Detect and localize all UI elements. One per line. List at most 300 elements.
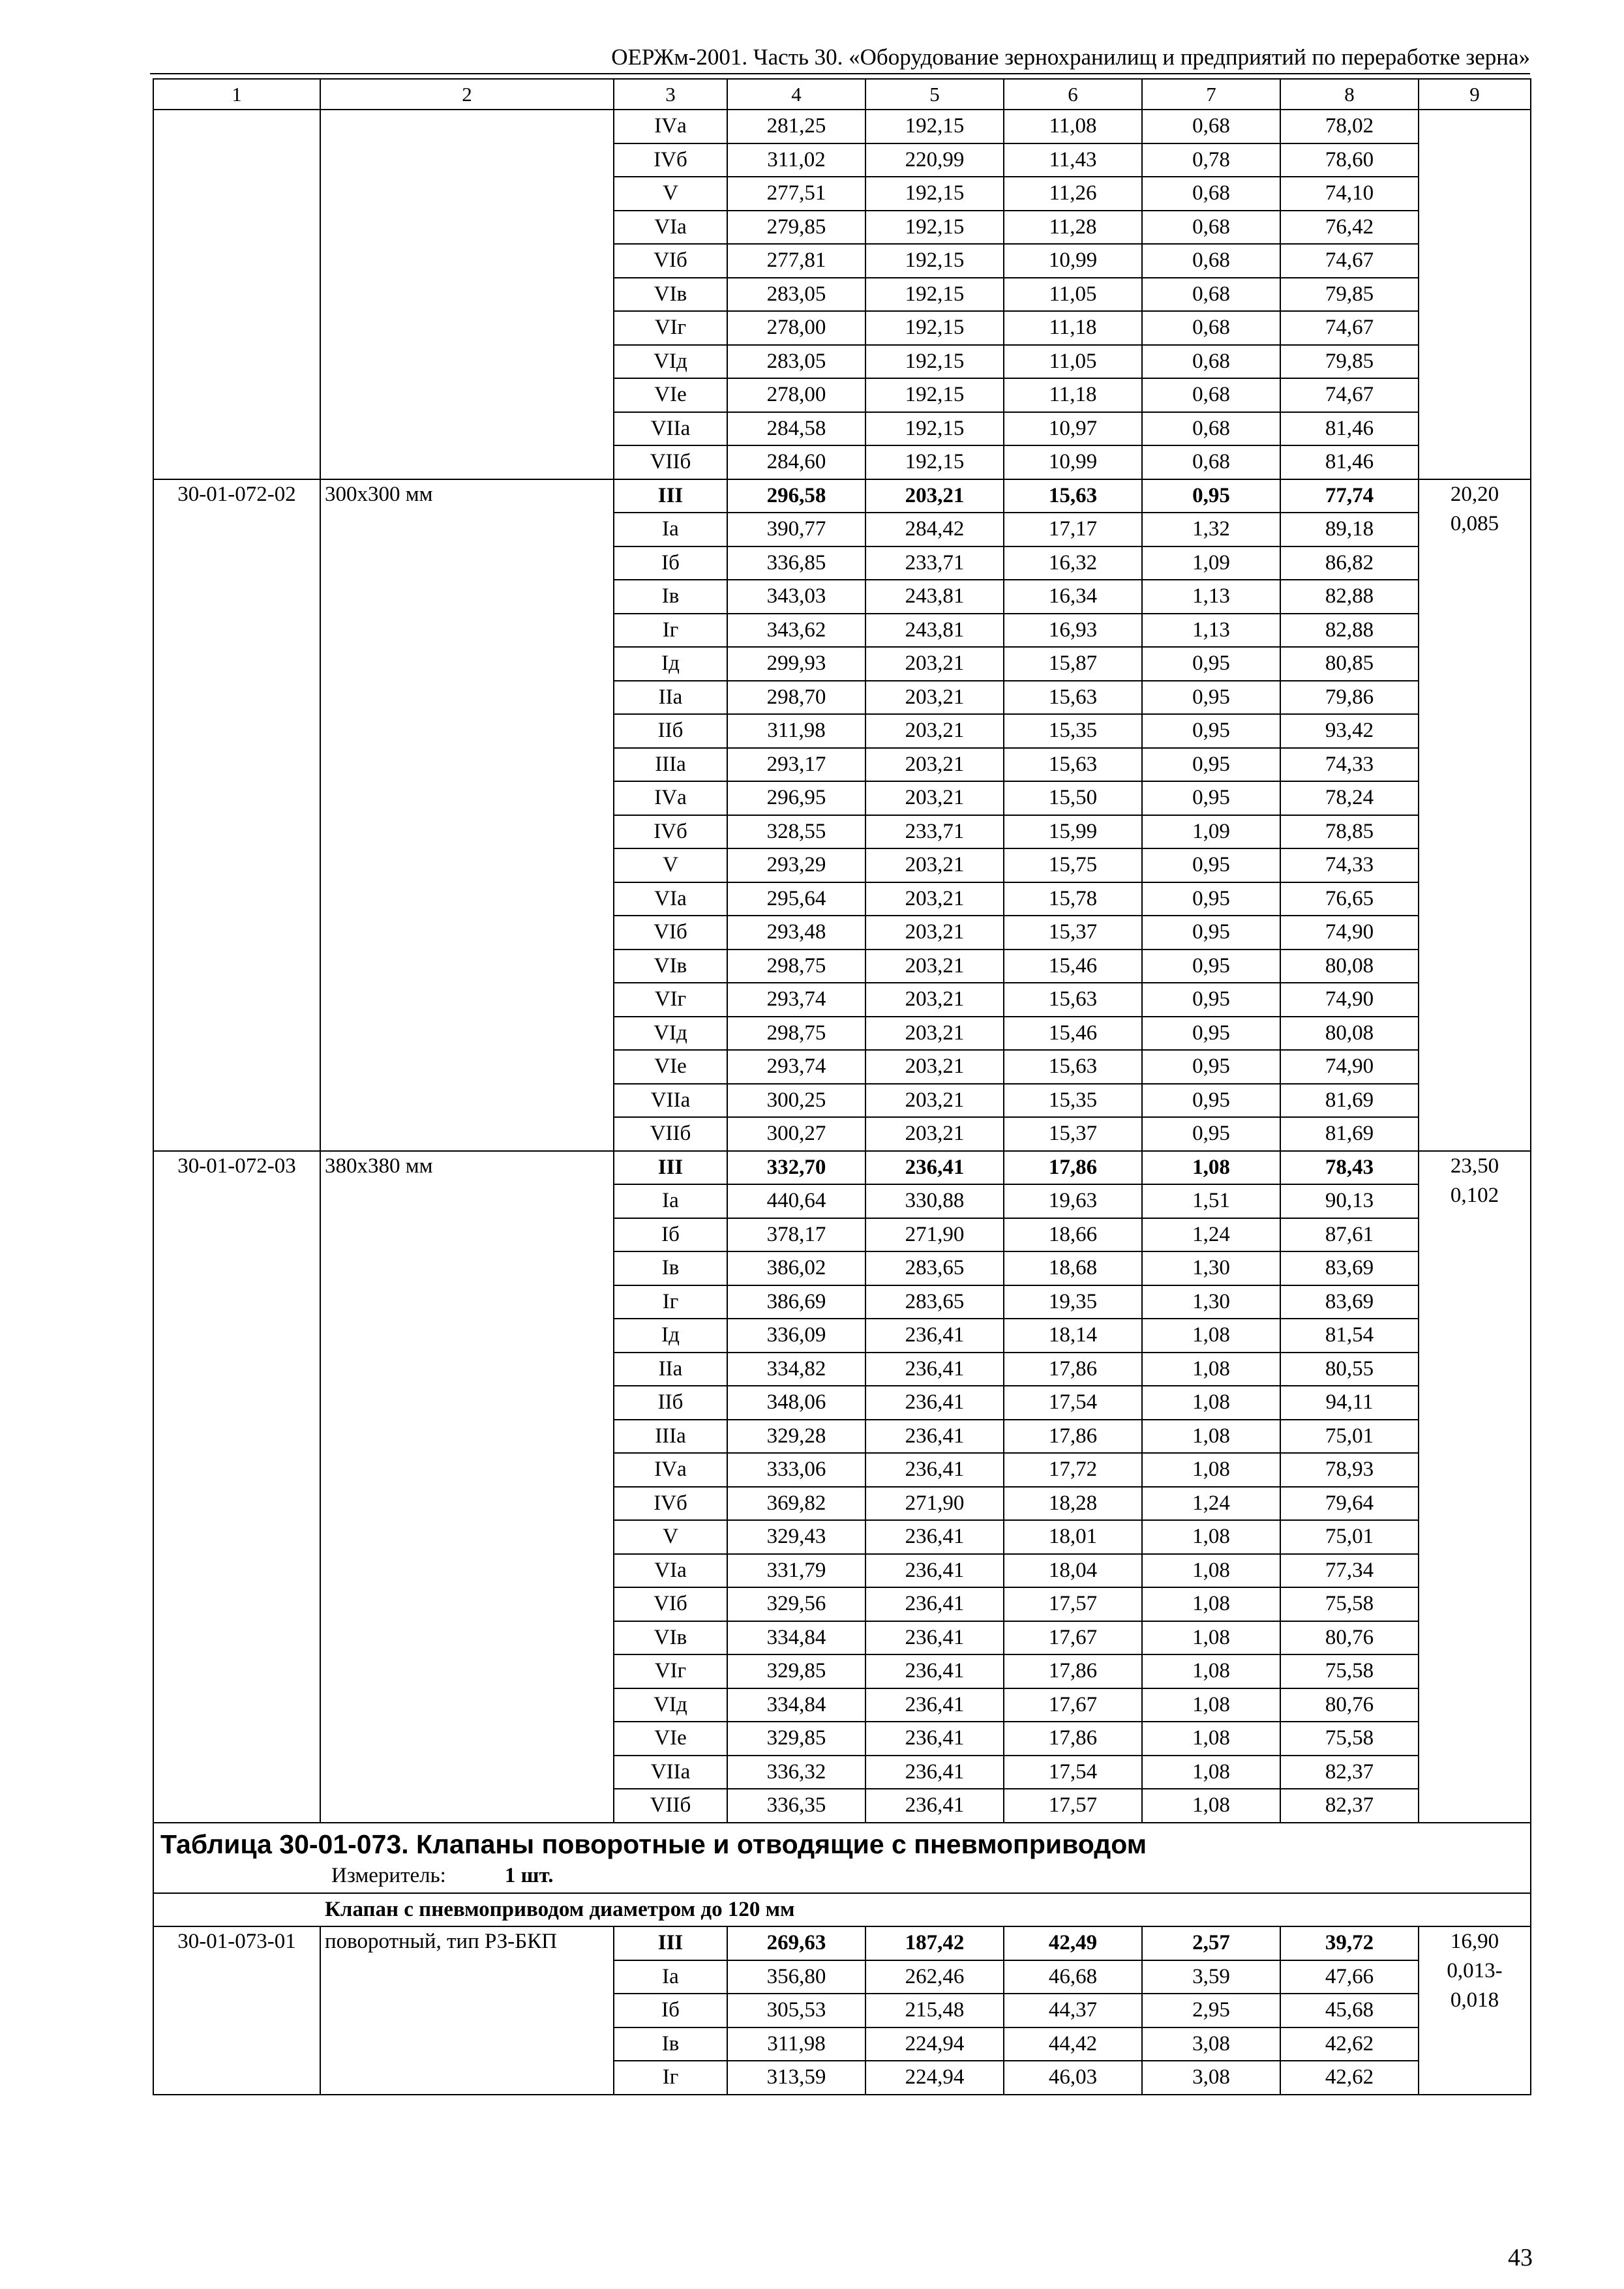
resource-value: 23,50 <box>1450 1154 1499 1178</box>
zone-cell: Iд <box>614 1319 727 1353</box>
resource-value: 20,20 <box>1450 482 1499 506</box>
value-cell: 187,42 <box>865 1926 1004 1960</box>
value-cell: 284,58 <box>727 412 865 446</box>
zone-cell: Iг <box>614 2061 727 2095</box>
table-row <box>153 110 1531 143</box>
value-cell: 81,46 <box>1280 412 1419 446</box>
row-name: 380x380 мм <box>320 1151 614 1823</box>
value-cell: 15,63 <box>1004 479 1142 513</box>
resource-cell <box>1419 110 1531 479</box>
value-cell: 90,13 <box>1280 1184 1419 1218</box>
value-cell: 236,41 <box>865 1151 1004 1185</box>
value-cell: 17,54 <box>1004 1756 1142 1789</box>
value-cell: 236,41 <box>865 1722 1004 1756</box>
zone-cell: VIб <box>614 1587 727 1621</box>
value-cell: 0,68 <box>1142 412 1280 446</box>
value-cell: 16,34 <box>1004 580 1142 614</box>
value-cell: 298,75 <box>727 1017 865 1051</box>
row-name <box>320 110 614 479</box>
zone-cell: III <box>614 1151 727 1185</box>
column-number-row <box>153 79 1531 110</box>
value-cell: 329,43 <box>727 1520 865 1554</box>
value-cell: 74,33 <box>1280 748 1419 782</box>
row-code: 30-01-072-03 <box>153 1151 320 1823</box>
value-cell: 83,69 <box>1280 1251 1419 1285</box>
zone-cell: V <box>614 177 727 211</box>
value-cell: 75,58 <box>1280 1654 1419 1688</box>
value-cell: 300,25 <box>727 1084 865 1118</box>
value-cell: 1,08 <box>1142 1722 1280 1756</box>
value-cell: 82,37 <box>1280 1756 1419 1789</box>
value-cell: 80,76 <box>1280 1621 1419 1655</box>
value-cell: 17,86 <box>1004 1420 1142 1454</box>
value-cell: 15,63 <box>1004 983 1142 1017</box>
value-cell: 293,48 <box>727 916 865 950</box>
zone-cell: IVб <box>614 1487 727 1521</box>
value-cell: 224,94 <box>865 2027 1004 2061</box>
value-cell: 17,86 <box>1004 1353 1142 1386</box>
value-cell: 192,15 <box>865 445 1004 479</box>
value-cell: 293,17 <box>727 748 865 782</box>
row-code: 30-01-073-01 <box>153 1926 320 2095</box>
value-cell: 18,04 <box>1004 1554 1142 1588</box>
table-row <box>153 1151 1531 1185</box>
value-cell: 329,85 <box>727 1654 865 1688</box>
zone-cell: IIб <box>614 714 727 748</box>
value-cell: 236,41 <box>865 1789 1004 1823</box>
value-cell: 236,41 <box>865 1688 1004 1722</box>
value-cell: 1,08 <box>1142 1520 1280 1554</box>
table-title: Таблица 30-01-073. Клапаны поворотные и отводящие с пневмоприводом <box>160 1829 1147 1859</box>
value-cell: 236,41 <box>865 1587 1004 1621</box>
value-cell: 17,86 <box>1004 1654 1142 1688</box>
value-cell: 215,48 <box>865 1994 1004 2027</box>
value-cell: 18,28 <box>1004 1487 1142 1521</box>
value-cell: 293,29 <box>727 848 865 882</box>
subheading: Клапан с пневмоприводом диаметром до 120 мм <box>153 1893 1531 1927</box>
zone-cell: VIб <box>614 244 727 278</box>
value-cell: 0,68 <box>1142 278 1280 312</box>
row-code <box>153 110 320 479</box>
zone-cell: VIа <box>614 1554 727 1588</box>
value-cell: 330,88 <box>865 1184 1004 1218</box>
value-cell: 283,65 <box>865 1285 1004 1319</box>
value-cell: 0,95 <box>1142 848 1280 882</box>
value-cell: 271,90 <box>865 1487 1004 1521</box>
value-cell: 11,26 <box>1004 177 1142 211</box>
value-cell: 1,13 <box>1142 614 1280 648</box>
value-cell: 78,93 <box>1280 1453 1419 1487</box>
zone-cell: VIб <box>614 916 727 950</box>
zone-cell: VIIб <box>614 1117 727 1151</box>
zone-cell: VIг <box>614 311 727 345</box>
value-cell: 262,46 <box>865 1960 1004 1994</box>
value-cell: 1,08 <box>1142 1420 1280 1454</box>
value-cell: 203,21 <box>865 1050 1004 1084</box>
zone-cell: Iа <box>614 513 727 546</box>
value-cell: 0,95 <box>1142 1084 1280 1118</box>
value-cell: 1,08 <box>1142 1386 1280 1420</box>
value-cell: 293,74 <box>727 983 865 1017</box>
value-cell: 296,58 <box>727 479 865 513</box>
value-cell: 233,71 <box>865 815 1004 849</box>
value-cell: 0,95 <box>1142 1117 1280 1151</box>
value-cell: 203,21 <box>865 916 1004 950</box>
value-cell: 15,50 <box>1004 781 1142 815</box>
zone-cell: VIа <box>614 211 727 245</box>
zone-cell: IVб <box>614 815 727 849</box>
value-cell: 74,90 <box>1280 1050 1419 1084</box>
value-cell: 192,15 <box>865 110 1004 143</box>
value-cell: 81,69 <box>1280 1084 1419 1118</box>
value-cell: 42,62 <box>1280 2027 1419 2061</box>
zone-cell: Iд <box>614 647 727 681</box>
zone-cell: IVа <box>614 110 727 143</box>
value-cell: 299,93 <box>727 647 865 681</box>
value-cell: 0,95 <box>1142 983 1280 1017</box>
value-cell: 0,95 <box>1142 714 1280 748</box>
value-cell: 79,86 <box>1280 681 1419 715</box>
resource-value: 0,102 <box>1450 1183 1499 1207</box>
value-cell: 11,18 <box>1004 311 1142 345</box>
value-cell: 17,54 <box>1004 1386 1142 1420</box>
value-cell: 0,68 <box>1142 244 1280 278</box>
value-cell: 74,90 <box>1280 983 1419 1017</box>
value-cell: 236,41 <box>865 1621 1004 1655</box>
value-cell: 75,01 <box>1280 1420 1419 1454</box>
value-cell: 15,35 <box>1004 1084 1142 1118</box>
value-cell: 1,32 <box>1142 513 1280 546</box>
value-cell: 0,95 <box>1142 748 1280 782</box>
value-cell: 10,99 <box>1004 445 1142 479</box>
resource-value: 0,013- <box>1447 1959 1503 1982</box>
value-cell: 296,95 <box>727 781 865 815</box>
value-cell: 334,82 <box>727 1353 865 1386</box>
value-cell: 192,15 <box>865 311 1004 345</box>
value-cell: 18,01 <box>1004 1520 1142 1554</box>
table-title-row <box>153 1823 1531 1893</box>
resource-cell <box>1419 1151 1531 1823</box>
value-cell: 81,46 <box>1280 445 1419 479</box>
zone-cell: Iа <box>614 1184 727 1218</box>
value-cell: 271,90 <box>865 1218 1004 1252</box>
value-cell: 15,63 <box>1004 1050 1142 1084</box>
value-cell: 378,17 <box>727 1218 865 1252</box>
zone-cell: Iб <box>614 1994 727 2027</box>
value-cell: 233,71 <box>865 546 1004 580</box>
value-cell: 236,41 <box>865 1554 1004 1588</box>
value-cell: 334,84 <box>727 1621 865 1655</box>
zone-cell: VIIа <box>614 1084 727 1118</box>
value-cell: 336,85 <box>727 546 865 580</box>
value-cell: 440,64 <box>727 1184 865 1218</box>
zone-cell: VIIб <box>614 1789 727 1823</box>
value-cell: 192,15 <box>865 244 1004 278</box>
value-cell: 17,17 <box>1004 513 1142 546</box>
value-cell: 243,81 <box>865 580 1004 614</box>
value-cell: 86,82 <box>1280 546 1419 580</box>
value-cell: 78,24 <box>1280 781 1419 815</box>
value-cell: 277,51 <box>727 177 865 211</box>
resource-cell <box>1419 479 1531 1151</box>
value-cell: 1,24 <box>1142 1218 1280 1252</box>
value-cell: 81,69 <box>1280 1117 1419 1151</box>
column-number: 5 <box>865 79 1004 110</box>
value-cell: 203,21 <box>865 479 1004 513</box>
value-cell: 44,37 <box>1004 1994 1142 2027</box>
value-cell: 236,41 <box>865 1319 1004 1353</box>
value-cell: 89,18 <box>1280 513 1419 546</box>
value-cell: 284,60 <box>727 445 865 479</box>
value-cell: 15,78 <box>1004 882 1142 916</box>
value-cell: 203,21 <box>865 882 1004 916</box>
value-cell: 311,98 <box>727 2027 865 2061</box>
value-cell: 0,68 <box>1142 177 1280 211</box>
value-cell: 80,85 <box>1280 647 1419 681</box>
value-cell: 281,25 <box>727 110 865 143</box>
measurement-unit <box>331 1861 1524 1890</box>
zone-cell: VIIа <box>614 1756 727 1789</box>
column-number: 6 <box>1004 79 1142 110</box>
value-cell: 11,05 <box>1004 278 1142 312</box>
value-cell: 0,95 <box>1142 882 1280 916</box>
value-cell: 203,21 <box>865 781 1004 815</box>
zone-cell: IIа <box>614 1353 727 1386</box>
value-cell: 42,62 <box>1280 2061 1419 2095</box>
value-cell: 333,06 <box>727 1453 865 1487</box>
value-cell: 243,81 <box>865 614 1004 648</box>
value-cell: 1,08 <box>1142 1151 1280 1185</box>
value-cell: 203,21 <box>865 1017 1004 1051</box>
value-cell: 81,54 <box>1280 1319 1419 1353</box>
value-cell: 313,59 <box>727 2061 865 2095</box>
value-cell: 1,09 <box>1142 815 1280 849</box>
value-cell: 80,55 <box>1280 1353 1419 1386</box>
header-rule <box>150 73 1530 74</box>
value-cell: 293,74 <box>727 1050 865 1084</box>
value-cell: 0,68 <box>1142 311 1280 345</box>
value-cell: 1,08 <box>1142 1319 1280 1353</box>
column-number: 4 <box>727 79 865 110</box>
zone-cell: V <box>614 1520 727 1554</box>
value-cell: 78,85 <box>1280 815 1419 849</box>
row-code: 30-01-072-02 <box>153 479 320 1151</box>
zone-cell: IVа <box>614 1453 727 1487</box>
value-cell: 45,68 <box>1280 1994 1419 2027</box>
value-cell: 93,42 <box>1280 714 1419 748</box>
zone-cell: VIIа <box>614 412 727 446</box>
zone-cell: VIе <box>614 378 727 412</box>
value-cell: 77,34 <box>1280 1554 1419 1588</box>
resource-value: 0,018 <box>1450 1988 1499 2012</box>
value-cell: 75,58 <box>1280 1587 1419 1621</box>
zone-cell: VIв <box>614 278 727 312</box>
value-cell: 192,15 <box>865 378 1004 412</box>
value-cell: 19,63 <box>1004 1184 1142 1218</box>
value-cell: 0,95 <box>1142 1050 1280 1084</box>
value-cell: 236,41 <box>865 1453 1004 1487</box>
zone-cell: VIд <box>614 1688 727 1722</box>
value-cell: 82,88 <box>1280 580 1419 614</box>
value-cell: 298,75 <box>727 950 865 983</box>
value-cell: 203,21 <box>865 983 1004 1017</box>
column-number: 8 <box>1280 79 1419 110</box>
value-cell: 0,68 <box>1142 445 1280 479</box>
value-cell: 3,08 <box>1142 2061 1280 2095</box>
value-cell: 1,08 <box>1142 1453 1280 1487</box>
value-cell: 15,37 <box>1004 1117 1142 1151</box>
value-cell: 44,42 <box>1004 2027 1142 2061</box>
value-cell: 1,30 <box>1142 1285 1280 1319</box>
value-cell: 15,37 <box>1004 916 1142 950</box>
column-number: 3 <box>614 79 727 110</box>
value-cell: 74,33 <box>1280 848 1419 882</box>
value-cell: 0,68 <box>1142 211 1280 245</box>
value-cell: 192,15 <box>865 345 1004 379</box>
value-cell: 311,02 <box>727 143 865 177</box>
value-cell: 0,68 <box>1142 110 1280 143</box>
zone-cell: III <box>614 1926 727 1960</box>
value-cell: 11,08 <box>1004 110 1142 143</box>
resource-value: 0,085 <box>1450 511 1499 535</box>
value-cell: 78,02 <box>1280 110 1419 143</box>
value-cell: 278,00 <box>727 378 865 412</box>
price-table <box>153 78 1531 2095</box>
value-cell: 15,87 <box>1004 647 1142 681</box>
value-cell: 80,08 <box>1280 950 1419 983</box>
value-cell: 298,70 <box>727 681 865 715</box>
value-cell: 283,05 <box>727 345 865 379</box>
zone-cell: VIд <box>614 345 727 379</box>
value-cell: 192,15 <box>865 278 1004 312</box>
value-cell: 284,42 <box>865 513 1004 546</box>
zone-cell: Iг <box>614 1285 727 1319</box>
value-cell: 18,68 <box>1004 1251 1142 1285</box>
table-body <box>153 79 1531 2095</box>
value-cell: 0,95 <box>1142 916 1280 950</box>
value-cell: 332,70 <box>727 1151 865 1185</box>
value-cell: 224,94 <box>865 2061 1004 2095</box>
value-cell: 0,95 <box>1142 1017 1280 1051</box>
value-cell: 11,05 <box>1004 345 1142 379</box>
value-cell: 16,93 <box>1004 614 1142 648</box>
value-cell: 10,99 <box>1004 244 1142 278</box>
value-cell: 331,79 <box>727 1554 865 1588</box>
value-cell: 1,51 <box>1142 1184 1280 1218</box>
value-cell: 1,13 <box>1142 580 1280 614</box>
value-cell: 283,65 <box>865 1251 1004 1285</box>
table-row <box>153 479 1531 513</box>
value-cell: 15,99 <box>1004 815 1142 849</box>
value-cell: 328,55 <box>727 815 865 849</box>
value-cell: 79,85 <box>1280 345 1419 379</box>
value-cell: 42,49 <box>1004 1926 1142 1960</box>
value-cell: 1,08 <box>1142 1688 1280 1722</box>
value-cell: 348,06 <box>727 1386 865 1420</box>
value-cell: 46,68 <box>1004 1960 1142 1994</box>
zone-cell: IIа <box>614 681 727 715</box>
value-cell: 15,63 <box>1004 748 1142 782</box>
value-cell: 0,95 <box>1142 479 1280 513</box>
column-number: 9 <box>1419 79 1531 110</box>
value-cell: 18,66 <box>1004 1218 1142 1252</box>
value-cell: 2,95 <box>1142 1994 1280 2027</box>
value-cell: 74,67 <box>1280 378 1419 412</box>
value-cell: 15,75 <box>1004 848 1142 882</box>
zone-cell: VIд <box>614 1017 727 1051</box>
zone-cell: IIIа <box>614 748 727 782</box>
value-cell: 0,95 <box>1142 781 1280 815</box>
value-cell: 203,21 <box>865 748 1004 782</box>
zone-cell: III <box>614 479 727 513</box>
meter-label: Измеритель: <box>331 1863 446 1887</box>
value-cell: 1,30 <box>1142 1251 1280 1285</box>
value-cell: 15,35 <box>1004 714 1142 748</box>
value-cell: 236,41 <box>865 1420 1004 1454</box>
zone-cell: VIа <box>614 882 727 916</box>
value-cell: 17,67 <box>1004 1688 1142 1722</box>
value-cell: 203,21 <box>865 950 1004 983</box>
value-cell: 369,82 <box>727 1487 865 1521</box>
value-cell: 75,01 <box>1280 1520 1419 1554</box>
zone-cell: IVа <box>614 781 727 815</box>
value-cell: 1,08 <box>1142 1654 1280 1688</box>
value-cell: 336,35 <box>727 1789 865 1823</box>
value-cell: 192,15 <box>865 211 1004 245</box>
zone-cell: VIв <box>614 1621 727 1655</box>
value-cell: 76,42 <box>1280 211 1419 245</box>
value-cell: 203,21 <box>865 647 1004 681</box>
value-cell: 19,35 <box>1004 1285 1142 1319</box>
zone-cell: IIIа <box>614 1420 727 1454</box>
value-cell: 87,61 <box>1280 1218 1419 1252</box>
value-cell: 203,21 <box>865 1117 1004 1151</box>
value-cell: 74,67 <box>1280 311 1419 345</box>
value-cell: 18,14 <box>1004 1319 1142 1353</box>
value-cell: 269,63 <box>727 1926 865 1960</box>
zone-cell: VIе <box>614 1722 727 1756</box>
column-number: 7 <box>1142 79 1280 110</box>
resource-value: 16,90 <box>1450 1930 1499 1953</box>
value-cell: 17,86 <box>1004 1722 1142 1756</box>
value-cell: 17,57 <box>1004 1789 1142 1823</box>
table-title-cell <box>153 1823 1531 1893</box>
value-cell: 343,62 <box>727 614 865 648</box>
value-cell: 76,65 <box>1280 882 1419 916</box>
value-cell: 203,21 <box>865 848 1004 882</box>
value-cell: 2,57 <box>1142 1926 1280 1960</box>
zone-cell: Iг <box>614 614 727 648</box>
value-cell: 236,41 <box>865 1386 1004 1420</box>
value-cell: 80,08 <box>1280 1017 1419 1051</box>
zone-cell: VIг <box>614 983 727 1017</box>
row-name: поворотный, тип РЗ-БКП <box>320 1926 614 2095</box>
value-cell: 343,03 <box>727 580 865 614</box>
row-name: 300x300 мм <box>320 479 614 1151</box>
value-cell: 329,85 <box>727 1722 865 1756</box>
value-cell: 277,81 <box>727 244 865 278</box>
zone-cell: VIIб <box>614 445 727 479</box>
value-cell: 11,43 <box>1004 143 1142 177</box>
zone-cell: Iв <box>614 580 727 614</box>
value-cell: 236,41 <box>865 1654 1004 1688</box>
value-cell: 3,59 <box>1142 1960 1280 1994</box>
zone-cell: VIг <box>614 1654 727 1688</box>
value-cell: 203,21 <box>865 1084 1004 1118</box>
value-cell: 1,08 <box>1142 1789 1280 1823</box>
column-number: 2 <box>320 79 614 110</box>
value-cell: 15,63 <box>1004 681 1142 715</box>
